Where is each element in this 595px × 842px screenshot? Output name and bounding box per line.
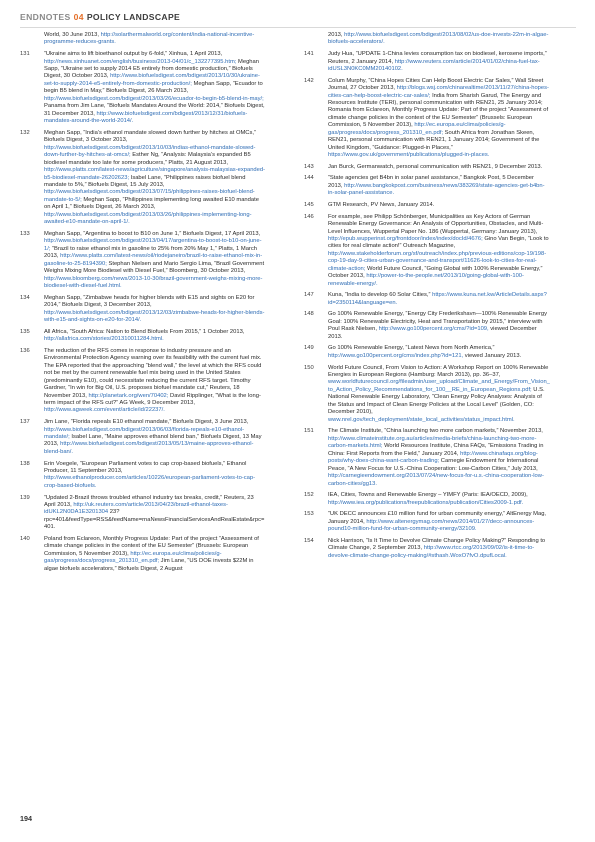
url-link[interactable]: http://www.biofuelsdigest.com/bdigest/2013/04/17/argentina-to-boost-to-b10-on-june-1/; [44,238,262,252]
endnote-text: Judy Hua, “UPDATE 1-China levies consumption tax on biodiesel, kerosene imports,” Reuters, 2 January 2014, http://www.reuters.com/article/2014/01/02/china-fuel-tax-idUSL3N0KC0MM20140102. [328,51,547,72]
endnote-text: Jan Burck, Germanwatch, personal communication with REN21, 9 December 2013. [328,163,543,170]
url-link[interactable]: http://solarthermalworld.org/content/india-national-incentive-programme-reduces-grants. [44,32,255,46]
url-link[interactable]: http://ec.europa.eu/clima/policies/g-gas/progress/docs/progress_201310_en.pdf; [44,550,222,565]
endnote-text: World Future Council, From Vision to Action: A Workshop Report on 100% Renewable Energies in European Regions (Hamburg: March 2013), pp. 36–37, www.worldfuturecouncil.org/fileadmin/user_upload/Climate_and_Energy/From_Vision_to_Action_Policy_Recommendations_for_100__RE_in_European_Regions.pdf; U.S. National Renewable Energy Laboratory, “Clean Energy Policy Analyses: Analysis of the Status and Impact of Clean Energy Policies at the Local Level” (Golden, CO: December 2010), www.nrel.gov/tech_deployment/state_local_activities/status_impact.html. [328,364,550,423]
endnote-number: 143 [304,163,314,170]
endnote-text: “Ukraine aims to lift bioethanol output by 6-fold,” Xinhua, 1 April 2013, http://news.xinhuanet.com/english/business/2013-04/01/c_132277395.htm; Meghan Sapp, “Ukraine set to supply 2014 E5 entirely from domestic production,” Biofuels Digest, 30 October 2013, http://www.biofuelsdigest.com/bdigest/2013/10/30/ukraine-set-to-supply-2014-e5-entirely-from-domestic-production/; Meghan Sapp, “Ecuador to begin B5 blend in May,” Biofuels Digest, 26 March 2013, http://www.biofuelsdigest.com/bdigest/2013/03/26/ecuador-to-begin-b5-blend-in-may/; Panama from Jim Lane, “Biofuels Mandates Around the World: 2014,” Biofuels Digest, 31 December 2013, http://www.biofuelsdigest.com/bdigest/2013/12/31/biofuels-mandates-around-the-world-2014/. [44,51,265,125]
endnote-number: 149 [304,345,314,352]
endnote-136 [20,348,266,415]
url-link[interactable]: www.nrel.gov/tech_deployment/state_local_activities/status_impact.html. [328,416,515,423]
url-link[interactable]: http://www.agweek.com/event/article/id/22237/. [44,407,165,414]
url-link[interactable]: www.worldfuturecouncil.org/fileadmin/user_upload/Climate_and_Energy/From_Vision_to_Action_Policy_Recommendations_for_100__RE_in_European_Regions.pdf; [328,379,550,393]
endnote-150 [304,365,550,425]
header-divider [20,27,576,28]
endnote-text: Meghan Sapp, “Zimbabwe heads for higher blends with E15 and sights on E20 for 2014,” Biofuels Digest, 3 December 2013, http://www.biofuelsdigest.com/bdigest/2013/12/03/zimbabwe-heads-for-higher-blends-with-e15-and-sights-on-e20-for-2014/. [44,294,265,324]
endnote-text: Go 100% Renewable Energy, “Energy City Frederikshavn—100% Renewable Energy Goal: 100% Renewable Electricity, Heat and Transportation by 2015,” interview with Poul Rask Nielsen, http://www.go100percent.org/cms/?id=109, viewed December 2013. [328,311,547,340]
url-link[interactable]: https://www.kuna.net.kw/ArticleDetails.aspx?id=2350114&language=en. [328,292,547,306]
endnote-131 [20,51,266,126]
url-link[interactable]: http://www.bangkokpost.com/business/news/383269/state-agencies-get-b4bn-in-solar-panel-assistance. [328,182,545,197]
endnote-152 [304,492,550,507]
endnote-text: Meghan Sapp, “India’s ethanol mandate slowed down further by hitches at OMCs,” Biofuels Digest, 3 October 2013, http://www.biofuelsdigest.com/bdigest/2013/10/03/indias-ethanol-mandate-slowed-down-further-by-hitches-at-omcs/; Esther Ng, “Analysis: Malaysia’s expanded B5 biodiesel mandate too late for some producers,” Platts, 21 August 2013, http://www.platts.com/latest-news/agriculture/singapore/analysis-malaysias-expanded-b5-biodiesel-mandate-26202623; Isabel Lane, “Philippines raises biofuel blend mandate to 5%,” Biofuels Digest, 15 July 2013, http://www.biofuelsdigest.com/bdigest/2013/07/15/philippines-raises-biofuel-blend-mandate-to-5/; Meghan Sapp, “Philippines implementing long awaited E10 mandate on April 1,” Biofuels Digest, 26 March 2013, http://www.biofuelsdigest.com/bdigest/2013/03/26/philippines-implementing-long-awaited-e10-mandate-on-april-1/. [44,129,266,226]
endnote-number: 131 [20,51,30,58]
page-number: 194 [20,814,32,823]
endnote-text: Poland from Eclareon, Monthly Progress Update: Part of the project “Assessment of climate change policies in the context of the EU Semester” (Brussels: European Commission, 5 November 2013), http://ec.europa.eu/clima/policies/g-gas/progress/docs/progress_201310_en.pdf; Jim Lane, “US DOE invests $22M in algae biofuels accelerators,” Biofuels Digest, 2 August [44,535,259,572]
endnote-146 [304,214,550,289]
endnote-text: “Updated 2-Brazil throws troubled ethanol industry tax breaks, credit,” Reuters, 23 April 2013, http://uk.reuters.com/article/2013/04/23/brazil-ethanol-taxes-idUKL2N0DA1E3201304 23?rpc=401&feedType=RSS&feedName=rnaNewsFinancialServicesAndRealEstate&rpc=401. [44,494,265,531]
endnote-text: The Climate Institute, “China launching two more carbon markets,” November 2013, http://www.climateinstitute.org.au/articles/media-briefs/china-launching-two-more-carbon-markets.html; World Resources Institute, China FAQs, “Emissions Trading in China: First Reports from the Field,” January 2014, http://www.chinafaqs.org/blog-posts/why-does-china-want-carbon-trading; Carnegie Endowment for International Peace, “A New Focus for U.S.-China Cooperation: Low-Carbon Cities,” July 2013, http://carnegieendowment.org/2013/07/24/new-focus-for-u.s.-china-cooperation-low-carbon-cities/gg13. [328,428,544,487]
endnote-134 [20,295,266,325]
endnote-number: 138 [20,460,30,467]
endnote-text: IEA, Cities, Towns and Renewable Energy – YIMFY (Paris: IEA/OECD, 2009), http://www.iea.org/publications/freepublications/publication/Cities2009-1.pdf. [328,492,528,506]
url-link[interactable]: http://www.biofuelsdigest.com/bdigest/2013/03/26/ecuador-to-begin-b5-blend-in-may/; [44,95,264,102]
endnote-text: The reduction of the RFS comes in response to industry pressure and an Environmental Protection Agency warning over its feasibility with the current fuel mix. The EPA reported that the approaching “blend wall,” the level at which the RFS could not be met by the current renewable fuel mix being used in the United States (predominantly E10), could necessitate reducing the current RFS target. Timothy Gardner, “In win for Big Oil, U.S. proposes biofuel mandate cut,” Reuters, 18 November 2013, http://planetark.org/wen/70402; David Ripplinger, “What is the long-term impact of the RFS cut?” AG Week, 9 December 2013, http://www.agweek.com/event/article/id/22237/. [44,347,262,414]
endnote-number: 136 [20,347,30,354]
endnotes-column-right [304,32,550,564]
url-link[interactable]: http://www.rtcc.org/2013/09/02/is-it-time-to-devolve-climate-change-policy-making/#sthash.WoxO7fvO.dpufLocal. [328,545,535,559]
endnote-number: 144 [304,175,314,182]
endnote-number: 153 [304,511,314,518]
url-link[interactable]: http://www.biofuelsdigest.com/bdigest/2013/05/13/maine-approves-ethanol-blend-ban/. [44,441,254,455]
endnote-number: 132 [20,129,30,136]
endnotes-column-left [20,32,266,577]
endnote-137 [20,419,266,456]
url-link[interactable]: http://www.biofuelsdigest.com/bdigest/2013/08/02/us-doe-invests-22m-in-algae-biofuels-accelerators/. [328,32,549,46]
url-link[interactable]: http://blogs.wsj.com/chinarealtime/2013/11/27/china-hopes-cities-can-help-boost-electric-car-sales/; [328,85,549,99]
endnote-text: “UK DECC announces £10 million fund for urban community energy,” AltEnergy Mag, January 2014, http://www.altenergymag.com/news/2014/01/27/decc-announces-pound10-million-fund-for-urban-community-energy/32109. [328,511,547,533]
header-title: POLICY LANDSCAPE [86,12,181,22]
endnote-number: 152 [304,492,314,499]
endnote-133 [20,231,266,291]
endnote-132 [20,130,266,227]
endnote-143 [304,164,550,171]
endnote-number: 137 [20,419,30,426]
url-link[interactable]: http://allafrica.com/stories/201310011284.html. [44,336,164,343]
endnote-continuation [304,32,550,47]
endnote-151 [304,428,550,488]
endnote-number: 139 [20,494,30,501]
url-link[interactable]: http://uk.reuters.com/article/2013/04/23/brazil-ethanol-taxes-idUKL2N0DA1E3201304 [44,501,228,516]
header-chapter-number: 04 [73,12,84,22]
url-link[interactable]: http://www.stakeholderforum.org/sf/outreach/index.php/previous-editions/cop-19/198-cop-19-day-9-cities-urban-governance-and-transport/11626-look-to-cities-for-real-climate-action; [328,250,547,272]
endnote-text: 2013, http://www.biofuelsdigest.com/bdigest/2013/08/02/us-doe-invests-22m-in-algae-biofuels-accelerators/. [328,32,549,46]
url-link[interactable]: http://www.platts.com/latest-news/oil/riodejaneiro/brazil-to-raise-ethanol-mix-in-gasoline-to-25-8194390; [44,253,263,267]
url-link[interactable]: http://epub.wupperinst.org/frontdoor/index/index/docId/4676; [328,236,483,242]
url-link[interactable]: https://www.gov.uk/government/publications/plugged-in-places. [328,152,490,159]
endnote-number: 147 [304,292,314,299]
url-link[interactable]: http://www.iea.org/publications/freepublications/publication/Cities2009-1.pdf. [328,499,524,506]
endnote-text: For example, see Philipp Schönberger, Municipalities as Key Actors of German Renewable Energy Governance: An Analysis of Opportunities, Obstacles, and Multi-Level Influences, Wuppertal Paper No. 186 (Wuppertal, Germany: January 2013), http://epub.wupperinst.org/frontdoor/index/index/docId/4676; Gino Van Begin, “Look to cities for real climate action!” Outreach Magazine, http://www.stakeholderforum.org/sf/outreach/index.php/previous-editions/cop-19/198-cop-19-day-9-cities-urban-governance-and-transport/11626-look-to-cities-for-real-climate-action; World Future Council, “Going Global with 100% Renewable Energy,” October 2013, http://power-to-the-people.net/2013/10/going-global-with-100-renewable-energy/. [328,213,549,287]
url-link[interactable]: http://www.go100percent.org/cms/index.php?id=121, [328,352,464,359]
endnote-144 [304,175,550,197]
endnote-153 [304,511,550,533]
url-link[interactable]: http://www.ethanolproducer.com/articles/10226/european-parliament-votes-to-cap-crop-based-biofuels. [44,475,256,489]
url-link[interactable]: http://www.biofuelsdigest.com/bdigest/2013/07/15/philippines-raises-biofuel-blend-mandate-to-5/; [44,189,255,203]
endnote-text: Nick Harrison, “Is It Time to Devolve Climate Change Policy Making?” Responding to Climate Change, 2 September 2013, http://www.rtcc.org/2013/09/02/is-it-time-to-devolve-climate-change-policy-making/#sthash.WoxO7fvO.dpufLocal. [328,537,546,559]
endnote-142 [304,78,550,160]
endnote-text: Erin Voegele, “European Parliament votes to cap crop-based biofuels,” Ethanol Producer, 11 September 2013, http://www.ethanolproducer.com/articles/10226/european-parliament-votes-to-cap-crop-based-biofuels. [44,460,256,489]
url-link[interactable]: http://www.chinafaqs.org/blog-posts/why-does-china-want-carbon-trading; [328,450,538,465]
endnote-continuation [20,32,266,47]
endnote-154 [304,538,550,560]
url-link[interactable]: http://www.climateinstitute.org.au/articles/media-briefs/china-launching-two-more-carbon-markets.html; [328,435,537,450]
endnote-149 [304,345,550,360]
url-link[interactable]: http://www.altenergymag.com/news/2014/01/27/decc-announces-pound10-million-fund-for-urban-community-energy/32109. [328,518,535,533]
endnote-147 [304,292,550,307]
endnote-number: 151 [304,428,314,435]
url-link[interactable]: http://www.biofuelsdigest.com/bdigest/2013/12/03/zimbabwe-heads-for-higher-blends-with-e15-and-sights-on-e20-for-2014/. [44,309,265,324]
endnote-number: 134 [20,294,30,301]
url-link[interactable]: http://www.biofuelsdigest.com/bdigest/2013/10/03/indias-ethanol-mandate-slowed-down-further-by-hitches-at-omcs/; [44,144,256,159]
endnote-text: World, 30 June 2013, http://solarthermalworld.org/content/india-national-incentive-programme-reduces-grants. [44,32,255,46]
endnote-number: 150 [304,364,314,371]
url-link[interactable]: http://www.biofuelsdigest.com/bdigest/2013/10/30/ukraine-set-to-supply-2014-e5-entirely-from-domestic-production/; [44,73,260,87]
endnote-139 [20,495,266,532]
running-header [20,12,180,26]
url-link[interactable]: http://www.biofuelsdigest.com/bdigest/2013/03/26/philippines-implementing-long-awaited-e10-mandate-on-april-1/. [44,211,252,226]
url-link[interactable]: http://ec.europa.eu/clima/policies/g-gas/progress/docs/progress_201310_en.pdf; [328,122,506,136]
url-link[interactable]: http://power-to-the-people.net/2013/10/going-global-with-100-renewable-energy/. [328,273,524,287]
endnote-number: 146 [304,213,314,220]
endnote-number: 145 [304,202,314,208]
url-link[interactable]: http://planetark.org/wen/70402; [88,392,169,399]
endnote-text: Kuna, “India to develop 60 Solar Cities,” https://www.kuna.net.kw/ArticleDetails.aspx?id=2350114&language=en. [328,292,547,306]
endnote-number: 142 [304,77,314,84]
url-link[interactable]: http://news.xinhuanet.com/english/business/2013-04/01/c_132277395.htm; [44,58,237,65]
endnote-text: Colum Murphy, “China Hopes Cities Can Help Boost Electric Car Sales,” Wall Street Journal, 27 October 2013, http://blogs.wsj.com/chinarealtime/2013/11/27/china-hopes-cities-can-help-boost-electric-car-sales/; India from Sharish Garud, The Energy and Resources Institute (TERI), personal communication with REN21, 25 January 2014; Romania from Eclareon, Monthly Progress Update: Part of the project “Assessment of climate change policies in the context of the EU Semester” (Brussels: European Commission, 5 November 2013), http://ec.europa.eu/clima/policies/g-gas/progress/docs/progress_201310_en.pdf; South Africa from Jonathan Skeen, REN21, personal communication with REN21, 1 January 2014; Government of the United Kingdom, “Guidance: Plugged-in Places,” https://www.gov.uk/government/publications/plugged-in-places. [328,77,549,159]
url-link[interactable]: http://www.reuters.com/article/2014/01/02/china-fuel-tax-idUSL3N0KC0MM20140102. [328,58,540,72]
header-section: ENDNOTES [20,12,71,22]
endnote-text: Jim Lane, “Florida repeals E10 ethanol mandate,” Biofuels Digest, 3 June 2013, http://www.biofuelsdigest.com/bdigest/2013/06/03/florida-repeals-e10-ethanol-mandate/; Isabel Lane, “Maine approves ethanol blend ban,” Biofuels Digest, 13 May 2013, http://www.biofuelsdigest.com/bdigest/2013/05/13/maine-approves-ethanol-blend-ban/. [44,419,262,455]
endnote-number: 148 [304,311,314,318]
url-link[interactable]: http://www.platts.com/latest-news/agriculture/singapore/analysis-malaysias-expanded-b5-biodiesel-mandate-26202623; [44,167,266,181]
url-link[interactable]: http://carnegieendowment.org/2013/07/24/new-focus-for-u.s.-china-cooperation-low-carbon-cities/gg13. [328,473,544,487]
endnote-text: Meghan Sapp, “Argentina to boost to B10 on June 1,” Biofuels Digest, 17 April 2013, http://www.biofuelsdigest.com/bdigest/2013/04/17/argentina-to-boost-to-b10-on-june-1/; “Brazil to raise ethanol mix in gasoline to 25% from 20% May 1,” Platts, 1 March 2013, http://www.platts.com/latest-news/oil/riodejaneiro/brazil-to-raise-ethanol-mix-in-gasoline-to-25-8194390; Stephan Nielsen and Mario Sergio Lima, “Brazil Government Weighs Mixing More Biodiesel with Diesel Fuel,” Bloomberg, 30 October 2013, http://www.bloomberg.com/news/2013-10-30/brazil-government-weighs-mixing-more-biodiesel-with-diesel-fuel.html. [44,230,265,290]
endnote-number: 140 [20,535,30,542]
endnote-140 [20,536,266,573]
endnote-number: 154 [304,537,314,544]
endnote-number: 135 [20,328,30,335]
endnote-145 [304,202,550,209]
endnote-text: All Africa, “South Africa: Nation to Blend Biofuels From 2015,” 1 October 2013, http://allafrica.com/stories/201310011284.html. [44,328,245,343]
endnote-number: 133 [20,230,30,237]
url-link[interactable]: http://www.biofuelsdigest.com/bdigest/2013/06/03/florida-repeals-e10-ethanol-mandate/; [44,426,245,440]
endnote-text: GTM Research, PV News, January 2014. [328,202,435,208]
url-link[interactable]: http://www.go100percent.org/cms/?id=109, [378,326,489,333]
endnote-148 [304,311,550,341]
endnote-135 [20,329,266,344]
url-link[interactable]: http://www.biofuelsdigest.com/bdigest/2013/12/31/biofuels-mandates-around-the-world-2014/. [44,110,248,125]
endnote-138 [20,461,266,491]
endnote-number: 141 [304,51,314,58]
url-link[interactable]: http://www.bloomberg.com/news/2013-10-30/brazil-government-weighs-mixing-more-biodiesel-with-diesel-fuel.html. [44,275,263,290]
endnote-text: Go 100% Renewable Energy, “Latest News from North America,” http://www.go100percent.org/cms/index.php?id=121, viewed January 2013. [328,345,522,359]
endnote-141 [304,51,550,73]
endnote-text: “State agencies get B4bn in solar panel assistance,” Bangkok Post, 5 December 2013, http://www.bangkokpost.com/business/news/383269/state-agencies-get-b4bn-in-solar-panel-assistance. [328,175,545,197]
